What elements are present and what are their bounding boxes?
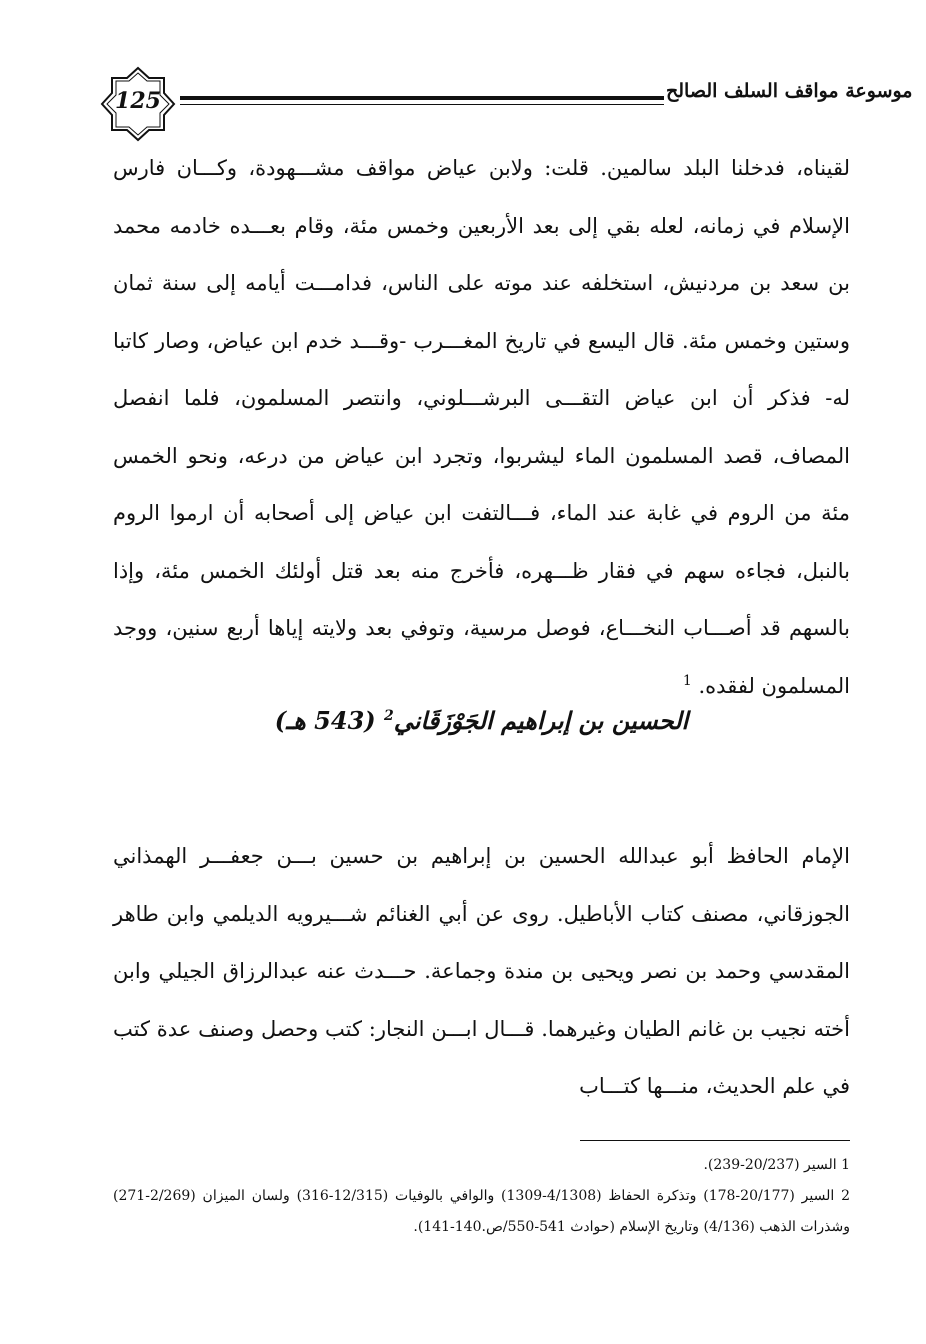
- footnote-separator: [580, 1140, 850, 1141]
- body-paragraph-2: [113, 828, 850, 1116]
- paragraph-2-text: الإمام الحافظ أبو عبدالله الحسين بن إبراهيم بن حسين بـــن جعفـــر الهمذاني الجوزقاني، مصنف كتاب الأباطيل. روى عن أبي الغنائم شـــيرويه الديلمي وابن طاهر المقدسي وحمد بن نصر ويحيى بن مندة وجماعة. حـــدث عنه عبدالرزاق الجيلي وابن أخته نجيب بن غانم الطيان وغيرهما. قـــال ابـــن النجار: كتب وحصل وصنف عدة كتب في علم الحديث، منـــها كتـــاب: [113, 844, 850, 1098]
- series-title: موسوعة مواقف السلف الصالح: [666, 80, 913, 102]
- header-rule: [180, 96, 664, 100]
- page-number: 125: [115, 88, 161, 114]
- footnote-2: 2 السير (20/177-178) وتذكرة الحفاظ (4/1308-1309) والوافي بالوفيات (12/315-316) ولسان الميزان (2/269-271) وشذرات الذهب (4/136) وتاريخ الإسلام (حوادث 541-550/ص.140-141).: [113, 1188, 850, 1235]
- section-heading-date: (543 هـ): [274, 706, 376, 735]
- section-heading-name: الحسين بن إبراهيم الجَوْزَقَاني: [393, 706, 689, 735]
- footnotes: [113, 1150, 850, 1243]
- footnote-ref-2: 2: [384, 708, 394, 724]
- paragraph-1-text: لقيناه، فدخلنا البلد سالمين. قلت: ولابن عياض مواقف مشـــهودة، وكـــان فارس الإسلام في زمانه، لعله بقي إلى بعد الأربعين وخمس مئة، وقام بعـــده خادمه محمد بن سعد بن مردنيش، استخلفه عند موته على الناس، فدامـــت أيامه إلى سنة ثمان وستين وخمس مئة. قال اليسع في تاريخ المغـــرب -وقـــد خدم ابن عياض، وصار كاتبا له- فذكر أن ابن عياض التقـــى البرشـــلوني، وانتصر المسلمون، فلما انفصل المصاف، قصد المسلمون الماء ليشربوا، وتجرد ابن عياض من درعه، ونحو الخمس مئة من الروم في غابة عند الماء، فـــالتفت ابن عياض إلى أصحابه أن ارموا الروم بالنبل، فجاءه سهم في فقار ظـــهره، فأخرج منه بعد قتل أولئك الخمس مئة، وإذا بالسهم قد أصـــاب النخـــاع، فوصل مرسية، وتوفي بعد ولايته إياها أربع سنين، ووجد المسلمون لفقده.: [113, 156, 850, 698]
- header-rule-thin: [180, 104, 664, 105]
- section-heading: [113, 706, 850, 735]
- page-header: [100, 66, 913, 142]
- body-paragraph-1: [113, 140, 850, 715]
- footnote-ref-1: 1: [682, 672, 692, 689]
- footnote-1: 1 السير (20/237-239).: [703, 1157, 850, 1173]
- page-number-badge: [100, 66, 176, 142]
